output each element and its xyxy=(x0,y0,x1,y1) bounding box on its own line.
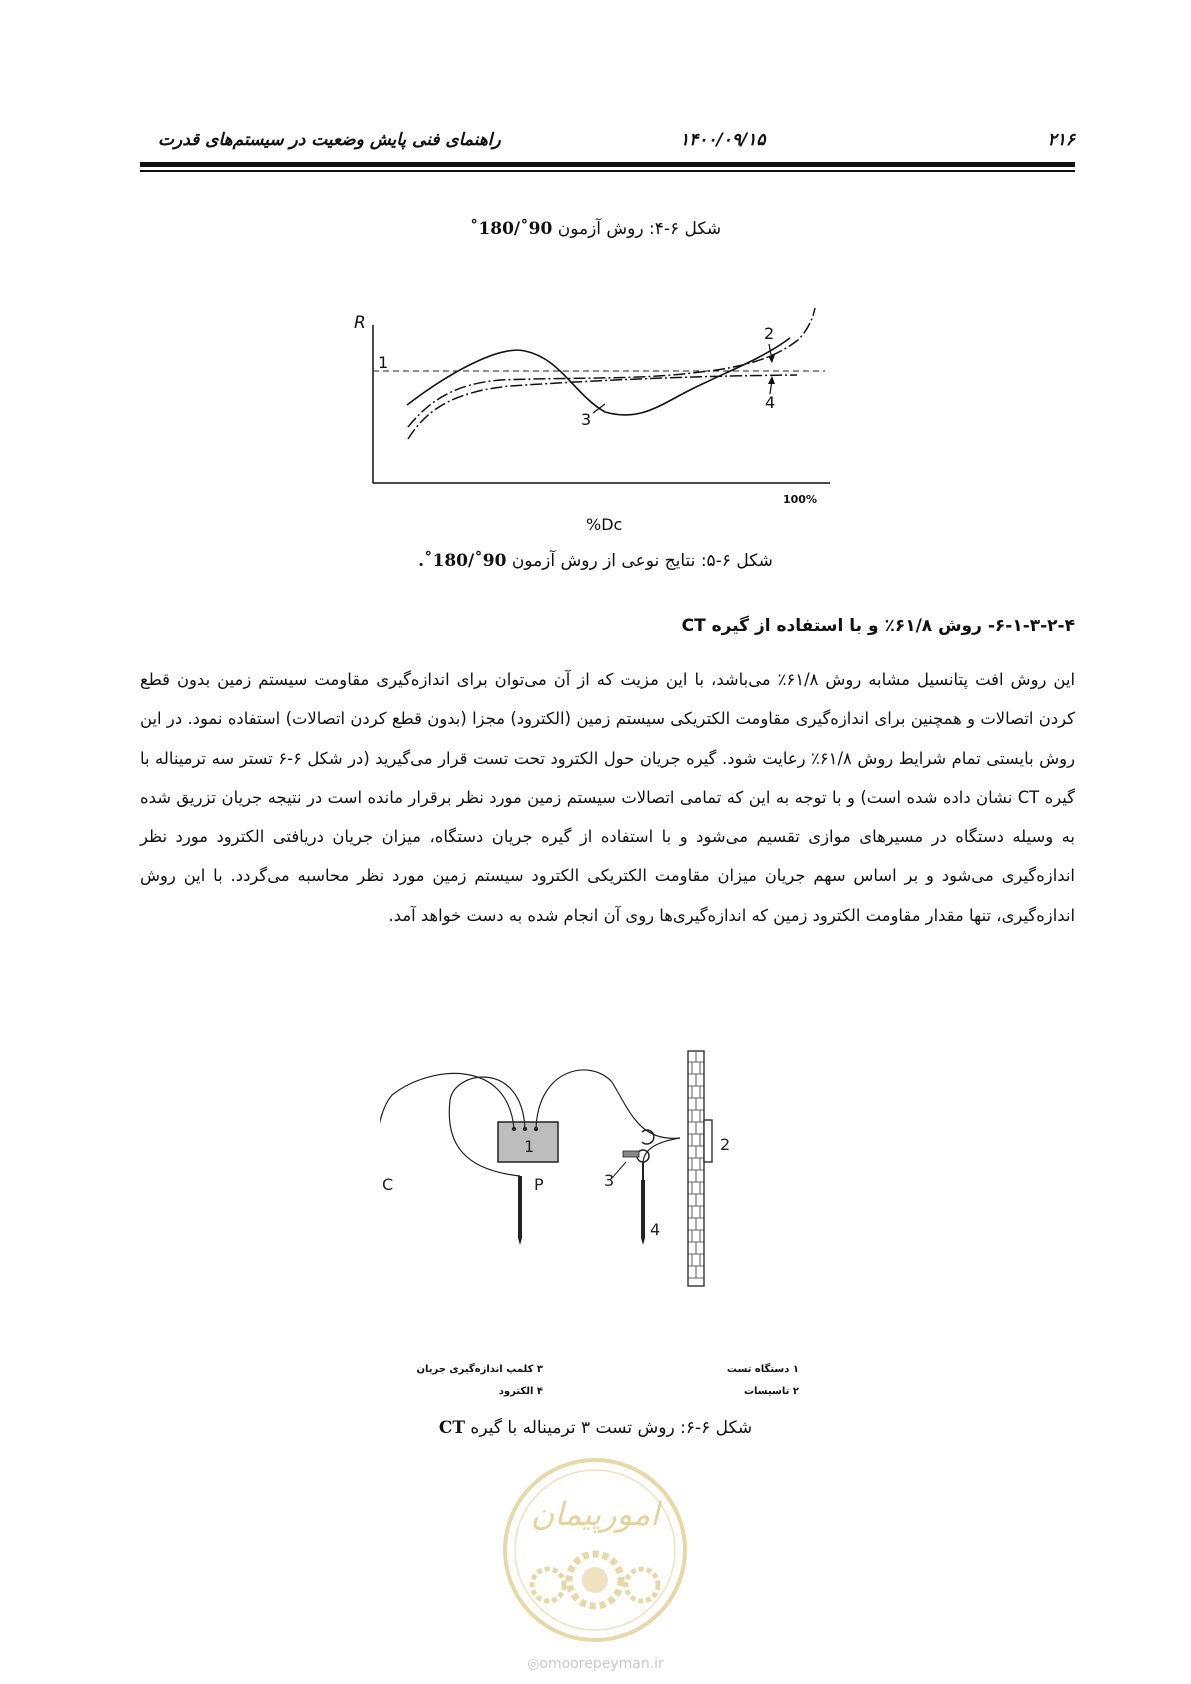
caption-text: شکل ۶-۴: روش آزمون xyxy=(557,219,722,239)
curve-label-1: 1 xyxy=(378,353,389,372)
header-rule-thin xyxy=(140,170,1075,172)
header-rule xyxy=(140,162,1075,167)
curve-label-2: 2 xyxy=(764,324,775,343)
axis-label-y: R xyxy=(354,313,366,333)
caption-ct: CT xyxy=(438,1418,465,1438)
legend-item-1: ۱ دستگاه تست xyxy=(726,1364,799,1375)
label-clamp: 3 xyxy=(604,1171,615,1190)
caption-text: شکل ۶-۶: روش تست ۳ ترمیناله با گیره xyxy=(470,1418,753,1438)
curve-2 xyxy=(408,308,815,427)
curve-4 xyxy=(408,375,797,439)
label-instrument: 1 xyxy=(524,1137,535,1156)
wall-installation xyxy=(688,1051,712,1286)
label-electrode: 4 xyxy=(650,1220,661,1239)
body-paragraph: این روش افت پتانسیل مشابه روش ۶۱/۸٪ می‌باشد، با این مزیت که از آن می‌توان برای اندازه‌گیری مقاومت سیستم زمین بدون قطع کردن اتصالات و همچنین برای اندازه‌گیری مقاومت الکتریکی سیستم زمین (الکترود) مجزا (بدون قطع کردن اتصالات) استفاده نمود. در این روش بایستی تمام شرایط روش ۶۱/۸٪ رعایت شود. گیره جریان حول الکترود تحت تست قرار می‌گیرید (در شکل ۶-۶ تستر سه ترمیناله با گیره CT نشان داده شده است) و با توجه به این که تمامی اتصالات سیستم زمین مورد نظر برقرار مانده است در نتیجه جریان تزریق شده به وسیله دستگاه در مسیرهای موازی تقسیم می‌شود و با استفاده از گیره جریان دستگاه، میزان جریان دریافتی الکترود مورد نظر اندازه‌گیری می‌شود و بر اساس سهم جریان میزان مقاومت الکتریکی الکترود سیستم زمین مورد نظر محاسبه می‌گردد. با این روش اندازه‌گیری، تنها مقدار مقاومت الکترود زمین که اندازه‌گیری‌ها روی آن انجام شده به دست خواهد آمد. xyxy=(140,670,1076,925)
figure-6-5-caption xyxy=(0,551,1191,571)
watermark-site xyxy=(0,1656,1191,1672)
axis-label-x: %Dc xyxy=(586,515,623,534)
caption-angle: 90˚/180˚ xyxy=(469,219,553,239)
legend-item-2: ۲ تاسیسات xyxy=(744,1386,799,1397)
label-potential: P xyxy=(534,1175,544,1194)
running-title: راهنمای فنی پایش وضعیت در سیستم‌های قدرت xyxy=(158,130,501,150)
potential-electrode-P xyxy=(518,1176,522,1245)
arrow-4-head xyxy=(768,376,775,384)
x-axis-end-label: 100% xyxy=(783,493,817,506)
legend-item-4: ۴ الکترود xyxy=(498,1386,543,1397)
label-current: C xyxy=(382,1175,394,1194)
watermark-url: omoorepeyman.ir xyxy=(539,1656,664,1672)
clamp-leader xyxy=(612,1162,626,1178)
figure-6-5-chart xyxy=(340,300,840,540)
gear-icon-right xyxy=(626,1569,658,1601)
page-number: ۲۱۶ xyxy=(1047,130,1075,150)
chart-axes xyxy=(373,325,830,483)
tested-electrode-4 xyxy=(641,1138,680,1245)
watermark-seal xyxy=(500,1455,690,1645)
section-heading: ۶-۱-۳-۲-۴- روش ۶۱/۸٪ و با استفاده از گیره CT xyxy=(681,616,1075,636)
curve-label-3: 3 xyxy=(581,410,592,429)
curve-label-4: 4 xyxy=(765,393,776,412)
figure-6-6-caption xyxy=(0,1418,1191,1438)
at-icon: ◎ xyxy=(527,1656,540,1672)
gear-icon-left xyxy=(532,1569,564,1601)
caption-angle: 90˚/180˚. xyxy=(418,551,507,571)
header-date: ۱۴۰۰/۰۹/۱۵ xyxy=(680,130,766,150)
label-installation: 2 xyxy=(720,1135,731,1154)
seal-text: امورپیمان xyxy=(530,1495,660,1533)
legend-item-3: ۳ کلمپ اندازه‌گیری جریان xyxy=(416,1364,543,1375)
figure-6-6-diagram xyxy=(380,1050,810,1360)
arrow-2-head xyxy=(768,355,775,363)
caption-text: شکل ۶-۵: نتایج نوعی از روش آزمون xyxy=(511,551,773,571)
figure-6-4-caption xyxy=(0,219,1191,239)
